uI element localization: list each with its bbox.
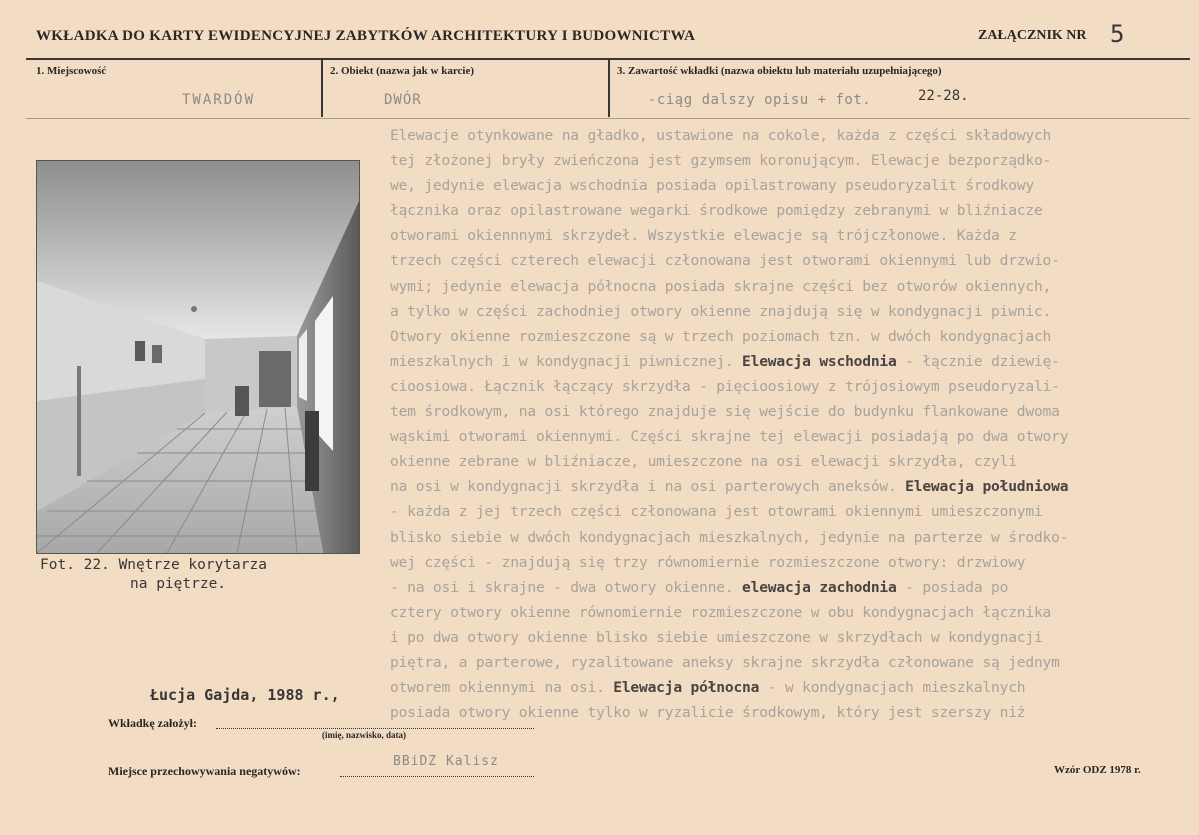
description-fragment: na osi w kondygnacji skrzydła i na osi parterowych aneksów. bbox=[390, 478, 906, 496]
description-fragment: wymi; jedynie elewacja północna posiada skrajne części bez otworów okiennych, bbox=[390, 277, 1052, 295]
description-fragment: łącznika oraz opilastrowane wegarki środkowe pomiędzy zebranymi w bliźniacze bbox=[390, 202, 1043, 220]
photo-caption-line-1: Fot. 22. Wnętrze korytarza bbox=[40, 557, 267, 573]
description-line bbox=[390, 525, 1186, 550]
signer-name: Łucja Gajda, 1988 r., bbox=[150, 686, 340, 704]
description-fragment: - każda z jej trzech części członowana jest otowrami okiennymi umieszczonymi bbox=[390, 503, 1043, 521]
corridor-photo bbox=[36, 160, 360, 554]
content-photos[interactable]: 22-28. bbox=[918, 88, 969, 104]
field-divider-2 bbox=[608, 59, 610, 117]
description-fragment: okienne zebrane w bliźniacze, umieszczone na osi elewacji skrzydła, czyli bbox=[390, 453, 1017, 471]
section-heading: Elewacja północna bbox=[613, 679, 760, 697]
description-line bbox=[390, 550, 1186, 575]
description-line bbox=[390, 399, 1186, 424]
description-line bbox=[390, 248, 1186, 273]
description-fragment: tej złożonej bryły zwieńczona jest gzymsem koronującym. Elewacje bezporządko- bbox=[390, 152, 1052, 170]
section-heading: Elewacja południowa bbox=[905, 478, 1069, 496]
object-label: 2. Obiekt (nazwa jak w karcie) bbox=[330, 65, 475, 77]
photo-caption bbox=[40, 556, 267, 594]
description-fragment: mieszkalnych i w kondygnacji piwnicznej. bbox=[390, 352, 743, 370]
description-line bbox=[390, 625, 1186, 650]
description-line bbox=[390, 198, 1186, 223]
description-fragment: posiada otwory okienne tylko w ryzalicie środkowym, który jest szerszy niż bbox=[390, 704, 1026, 722]
description-line bbox=[390, 374, 1186, 399]
description-fragment: cztery otwory okienne równomiernie rozmieszczone w obu kondygnacjach łącznika bbox=[390, 603, 1052, 621]
negatives-line[interactable] bbox=[340, 776, 534, 777]
description-fragment: a tylko w części zachodniej otwory okienne znajdują się w kondygnacji piwnic. bbox=[390, 302, 1052, 320]
description-line bbox=[390, 324, 1186, 349]
description-line bbox=[390, 675, 1186, 700]
compiled-sub-label: (imię, nazwisko, data) bbox=[322, 730, 406, 740]
description-fragment: - łącznie dziewię- bbox=[896, 352, 1060, 370]
photo-caption-line-2: na piętrze. bbox=[130, 576, 227, 592]
compiled-label: Wkładkę założył: bbox=[108, 716, 197, 730]
section-heading: elewacja zachodnia bbox=[742, 578, 897, 596]
description-fragment: - posiada po bbox=[896, 578, 1009, 596]
description-line bbox=[390, 600, 1186, 625]
negatives-value[interactable]: BBiDZ Kalisz bbox=[393, 754, 499, 769]
description-line bbox=[390, 575, 1186, 600]
description-fragment: trzech części czterech elewacji członowana jest otworami okiennymi lub drzwio- bbox=[390, 252, 1060, 270]
description-line bbox=[390, 499, 1186, 524]
content-value[interactable]: -ciąg dalszy opisu + fot. bbox=[648, 92, 872, 108]
description-fragment: otworem okiennymi na osi. bbox=[390, 679, 614, 697]
fields-rule bbox=[26, 118, 1190, 119]
description-fragment: Otwory okienne rozmieszczone są w trzech poziomach tzn. w dwóch kondygnacjach bbox=[390, 327, 1052, 345]
description-fragment: - w kondygnacjach mieszkalnych bbox=[759, 679, 1026, 697]
description-line bbox=[390, 650, 1186, 675]
description-line bbox=[390, 173, 1186, 198]
description-fragment: wej części - znajdują się trzy równomiernie rozmieszczone otwory: drzwiowy bbox=[390, 553, 1026, 571]
object-value[interactable]: DWÓR bbox=[384, 92, 422, 108]
description-line bbox=[390, 148, 1186, 173]
description-fragment: Elewacje otynkowane na gładko, ustawione na cokole, każda z części składowych bbox=[390, 127, 1052, 144]
description-text bbox=[390, 123, 1186, 725]
annex-label: ZAŁĄCZNIK NR bbox=[978, 28, 1087, 43]
description-fragment: i po dwa otwory okienne blisko siebie umieszczone w skrzydłach w kondygnacji bbox=[390, 628, 1043, 646]
negatives-label: Miejsce przechowywania negatywów: bbox=[108, 764, 301, 778]
description-fragment: wąskimi otworami okiennymi. Części skrajne tej elewacji posiadają po dwa otwory bbox=[390, 428, 1069, 446]
description-fragment: otworami okiennnymi skrzydeł. Wszystkie elewacje są trójczłonowe. Każda z bbox=[390, 227, 1017, 245]
description-line bbox=[390, 274, 1186, 299]
description-line bbox=[390, 449, 1186, 474]
description-fragment: blisko siebie w dwóch kondygnacjach mieszkalnych, jedynie na parterze w środko- bbox=[390, 528, 1069, 546]
place-value[interactable]: TWARDÓW bbox=[182, 92, 256, 108]
content-label: 3. Zawartość wkładki (nazwa obiektu lub materiału uzupełniającego) bbox=[617, 65, 942, 77]
description-fragment: piętra, a parterowe, ryzalitowane aneksy skrajne skrzydła członowane są jednym bbox=[390, 653, 1060, 671]
section-heading: Elewacja wschodnia bbox=[742, 352, 897, 370]
description-line bbox=[390, 474, 1186, 499]
description-fragment: - na osi i skrajne - dwa otwory okienne. bbox=[390, 578, 743, 596]
compiled-line[interactable] bbox=[216, 728, 534, 729]
corridor-photo-image bbox=[37, 161, 359, 553]
description-line bbox=[390, 299, 1186, 324]
place-label: 1. Miejscowość bbox=[36, 65, 107, 77]
description-fragment: cioosiowa. Łącznik łączący skrzydła - pięcioosiowy z trójosiowym pseudoryzali- bbox=[390, 377, 1060, 395]
form-id: Wzór ODZ 1978 r. bbox=[1054, 764, 1141, 776]
annex-number: 5 bbox=[1110, 20, 1125, 48]
description-fragment: tem środkowym, na osi którego znajduje się wejście do budynku flankowane dwoma bbox=[390, 403, 1060, 421]
description-line bbox=[390, 223, 1186, 248]
form-title: WKŁADKA DO KARTY EWIDENCYJNEJ ZABYTKÓW ARCHITEKTURY I BUDOWNICTWA bbox=[36, 28, 696, 44]
description-line bbox=[390, 123, 1186, 148]
description-line bbox=[390, 424, 1186, 449]
description-line bbox=[390, 349, 1186, 374]
description-line bbox=[390, 700, 1186, 725]
field-divider-1 bbox=[321, 59, 323, 117]
description-fragment: we, jedynie elewacja wschodnia posiada opilastrowany pseudoryzalit środkowy bbox=[390, 177, 1034, 195]
